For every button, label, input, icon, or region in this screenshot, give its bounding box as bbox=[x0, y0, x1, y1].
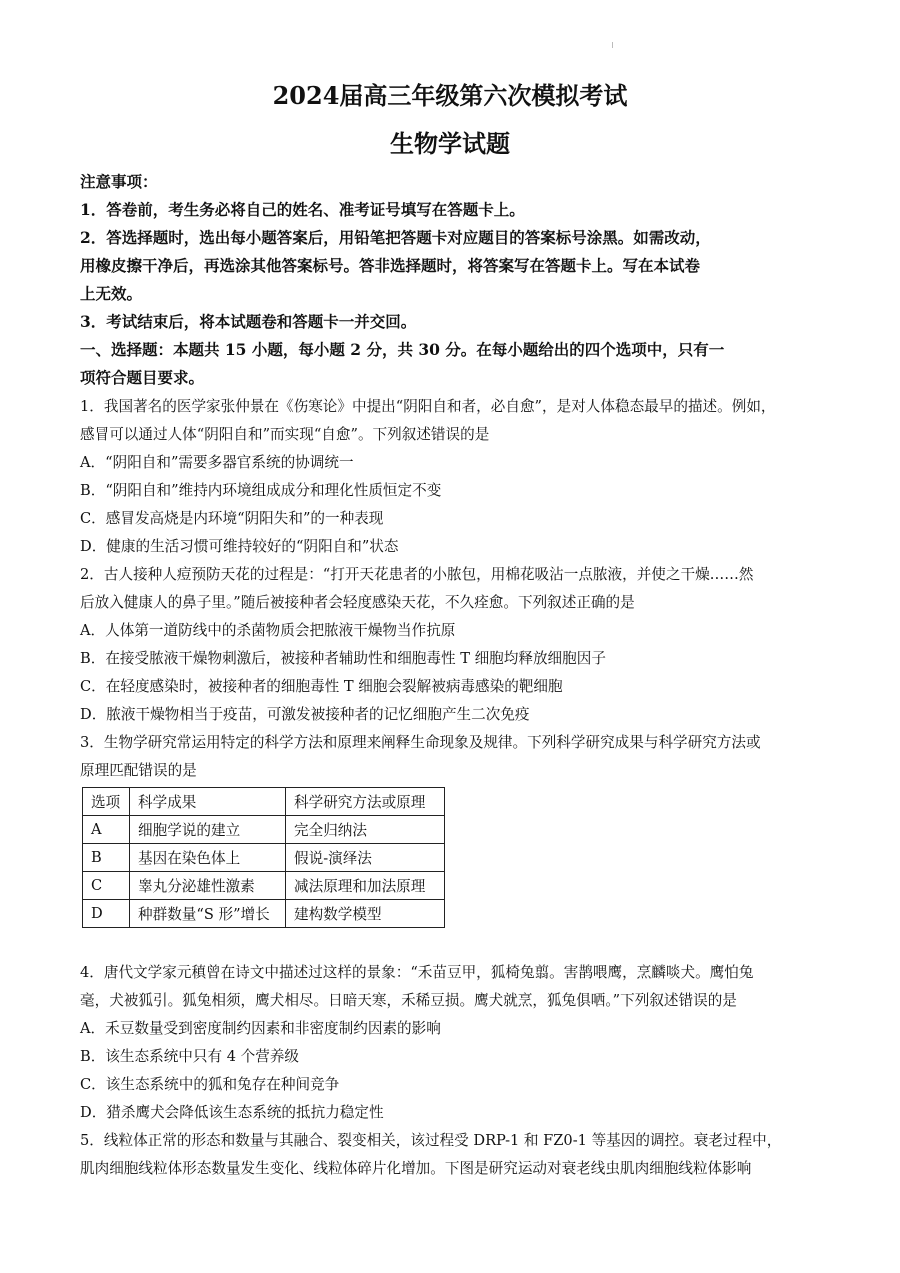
table-cell: A bbox=[83, 816, 130, 844]
table-cell: 建构数学模型 bbox=[286, 900, 445, 928]
question-4-stem: 4．唐代文学家元稹曾在诗文中描述过这样的景象：“禾苗豆甲，狐椅兔翦。害鹊喂鹰，烹麟啖犬。鹰怕兔 bbox=[80, 964, 754, 981]
question-1-stem: 1．我国著名的医学家张仲景在《伤寒论》中提出“阴阳自和者，必自愈”，是对人体稳态最早的描述。例如， bbox=[80, 398, 776, 415]
table-row bbox=[83, 900, 445, 928]
table-cell: 细胞学说的建立 bbox=[130, 816, 286, 844]
question-4-stem-cont: 毫，犬被狐引。狐兔相须，鹰犬相尽。日暗天寒，禾稀豆损。鹰犬就烹，狐兔俱哂。”下列叙述错误的是 bbox=[80, 992, 737, 1009]
table-cell: B bbox=[83, 844, 130, 872]
question-2-option-b: B．在接受脓液干燥物刺激后，被接种者辅助性和细胞毒性 T 细胞均释放细胞因子 bbox=[80, 650, 606, 667]
table-row bbox=[83, 872, 445, 900]
section-heading-cont: 项符合题目要求。 bbox=[80, 368, 205, 387]
scan-mark bbox=[612, 42, 613, 48]
table-cell: 基因在染色体上 bbox=[130, 844, 286, 872]
notice-item: 3．考试结束后，将本试题卷和答题卡一并交回。 bbox=[80, 312, 417, 331]
question-4-option-b: B．该生态系统中只有 4 个营养级 bbox=[80, 1048, 300, 1065]
question-4-option-d: D．猎杀鹰犬会降低该生态系统的抵抗力稳定性 bbox=[80, 1104, 384, 1121]
notice-heading: 注意事项： bbox=[80, 172, 158, 191]
question-1-option-c: C．感冒发高烧是内环境“阴阳失和”的一种表现 bbox=[80, 510, 384, 527]
table-cell: 完全归纳法 bbox=[286, 816, 445, 844]
table-header-cell: 科学研究方法或原理 bbox=[286, 788, 445, 816]
question-1-stem-cont: 感冒可以通过人体“阴阳自和”而实现“自愈”。下列叙述错误的是 bbox=[80, 426, 490, 443]
table-cell: 减法原理和加法原理 bbox=[286, 872, 445, 900]
exam-subtitle: 生物学试题 bbox=[390, 129, 510, 158]
table-cell: C bbox=[83, 872, 130, 900]
question-2-option-d: D．脓液干燥物相当于疫苗，可激发被接种者的记忆细胞产生二次免疫 bbox=[80, 706, 530, 723]
question-1-option-a: A．“阴阳自和”需要多器官系统的协调统一 bbox=[80, 454, 354, 471]
notice-item: 2．答选择题时，选出每小题答案后，用铅笔把答题卡对应题目的答案标号涂黑。如需改动， bbox=[80, 228, 711, 247]
question-4-option-a: A．禾豆数量受到密度制约因素和非密度制约因素的影响 bbox=[80, 1020, 441, 1037]
table-cell: 种群数量“S 形”增长 bbox=[130, 900, 286, 928]
table-cell: 睾丸分泌雄性激素 bbox=[130, 872, 286, 900]
notice-item: 用橡皮擦干净后，再选涂其他答案标号。答非选择题时，将答案写在答题卡上。写在本试卷 bbox=[80, 256, 701, 275]
table-row bbox=[83, 844, 445, 872]
question-2-option-a: A．人体第一道防线中的杀菌物质会把脓液干燥物当作抗原 bbox=[80, 622, 456, 639]
question-3-stem: 3．生物学研究常运用特定的科学方法和原理来阐释生命现象及规律。下列科学研究成果与科学研究方法或 bbox=[80, 734, 761, 751]
table-row bbox=[83, 816, 445, 844]
question-1-option-b: B．“阴阳自和”维持内环境组成成分和理化性质恒定不变 bbox=[80, 482, 442, 499]
question-5-stem-cont: 肌肉细胞线粒体形态数量发生变化、线粒体碎片化增加。下图是研究运动对衰老线虫肌肉细胞线粒体影响 bbox=[80, 1160, 752, 1177]
table-header-cell: 选项 bbox=[83, 788, 130, 816]
table-header-row bbox=[83, 788, 445, 816]
question-2-stem: 2．古人接种人痘预防天花的过程是：“打开天花患者的小脓包，用棉花吸沾一点脓液，并使之干燥……然 bbox=[80, 566, 754, 583]
table-header-cell: 科学成果 bbox=[130, 788, 286, 816]
question-3-stem-cont: 原理匹配错误的是 bbox=[80, 762, 197, 779]
question-1-option-d: D．健康的生活习惯可维持较好的“阴阳自和”状态 bbox=[80, 538, 399, 555]
question-4-option-c: C．该生态系统中的狐和兔存在种间竞争 bbox=[80, 1076, 340, 1093]
question-3-table bbox=[82, 787, 445, 928]
exam-title: 2024届高三年级第六次模拟考试 bbox=[272, 81, 628, 110]
section-heading: 一、选择题：本题共 15 小题，每小题 2 分，共 30 分。在每小题给出的四个选项中，只有一 bbox=[80, 340, 725, 359]
question-2-option-c: C．在轻度感染时，被接种者的细胞毒性 T 细胞会裂解被病毒感染的靶细胞 bbox=[80, 678, 563, 695]
notice-item: 上无效。 bbox=[80, 284, 143, 303]
question-5-stem: 5．线粒体正常的形态和数量与其融合、裂变相关，该过程受 DRP-1 和 FZ0-1 等基因的调控。衰老过程中， bbox=[80, 1132, 782, 1149]
notice-item: 1．答卷前，考生务必将自己的姓名、准考证号填写在答题卡上。 bbox=[80, 200, 525, 219]
table-cell: D bbox=[83, 900, 130, 928]
question-2-stem-cont: 后放入健康人的鼻子里。”随后被接种者会轻度感染天花，不久痊愈。下列叙述正确的是 bbox=[80, 594, 635, 611]
table-cell: 假说-演绎法 bbox=[286, 844, 445, 872]
